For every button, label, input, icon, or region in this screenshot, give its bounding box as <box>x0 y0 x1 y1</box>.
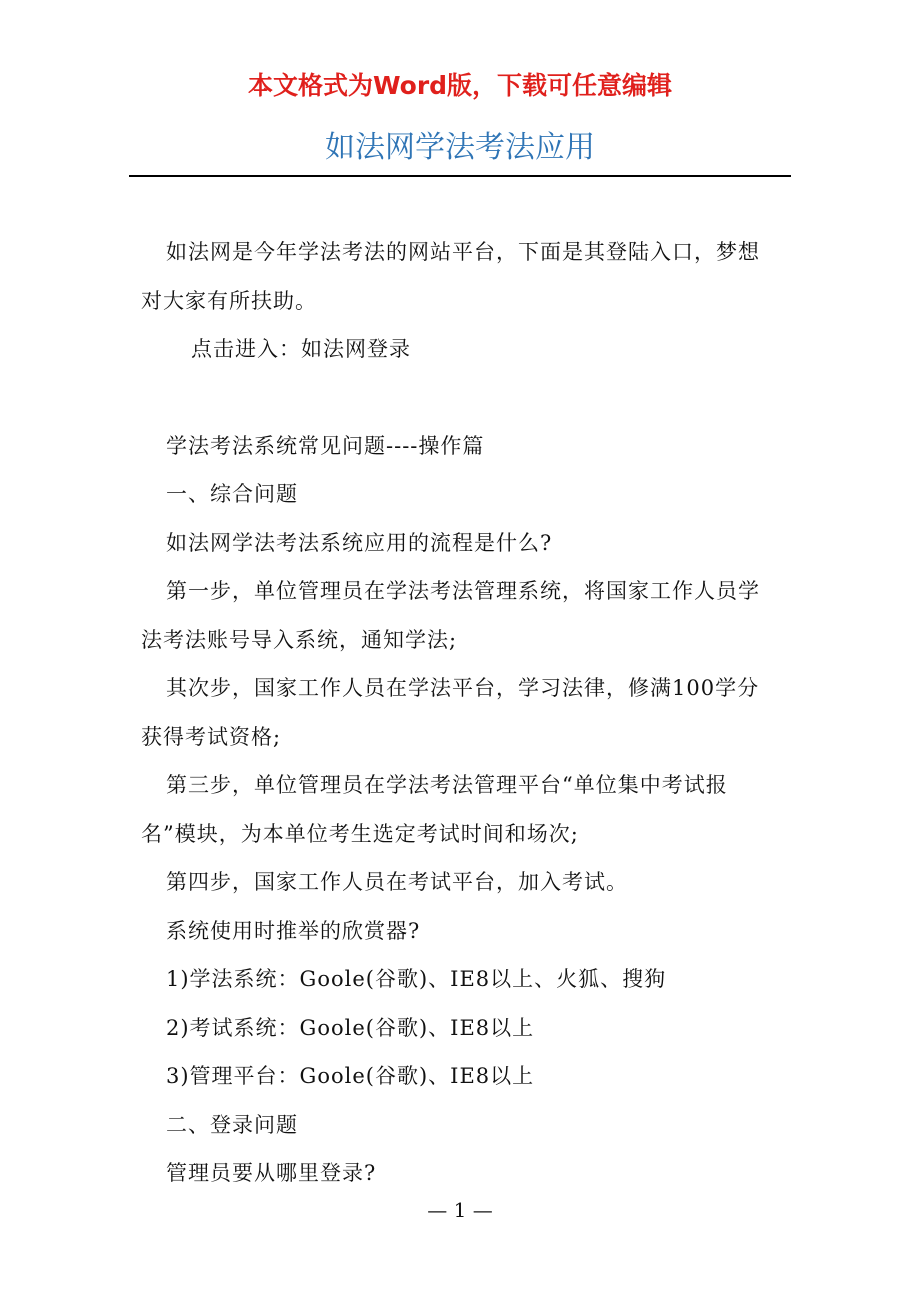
section-heading: 学法考法系统常见问题----操作篇 <box>166 433 485 458</box>
browser-item: 3)管理平台：Goole(谷歌)、IE8以上 <box>166 1064 535 1088</box>
document-title: 如法网学法考法应用 <box>325 130 595 165</box>
header-rule <box>129 175 791 177</box>
step-paragraph: 第一步，单位管理员在学法考法管理系统，将国家工作人员学法考法账号导入系统，通知学法; <box>141 579 760 652</box>
subsection-heading: 一、综合问题 <box>166 482 298 506</box>
question: 系统使用时推举的欣赏器? <box>166 918 421 943</box>
question: 如法网学法考法系统应用的流程是什么? <box>166 530 553 555</box>
step-paragraph: 第三步，单位管理员在学法考法管理平台“单位集中考试报名”模块，为本单位考生选定考试时间和场次; <box>141 773 728 846</box>
browser-item: 2)考试系统：Goole(谷歌)、IE8以上 <box>166 1015 535 1040</box>
question: 管理员要从哪里登录? <box>166 1161 377 1185</box>
login-link[interactable]: 点击进入：如法网登录 <box>191 337 411 361</box>
download-banner: 本文格式为Word版，下载可任意编辑 <box>247 71 673 100</box>
step-paragraph: 第四步，国家工作人员在考试平台，加入考试。 <box>166 870 628 894</box>
page-number: — 1 — <box>427 1198 493 1222</box>
document-body <box>141 228 781 1198</box>
subsection-heading: 二、登录问题 <box>166 1112 298 1137</box>
spacer <box>141 374 781 422</box>
step-paragraph: 其次步，国家工作人员在学法平台，学习法律，修满100学分获得考试资格; <box>141 676 760 749</box>
intro-paragraph: 如法网是今年学法考法的网站平台，下面是其登陆入口，梦想对大家有所扶助。 <box>141 240 760 313</box>
browser-item: 1)学法系统：Goole(谷歌)、IE8以上、火狐、搜狗 <box>166 967 667 991</box>
